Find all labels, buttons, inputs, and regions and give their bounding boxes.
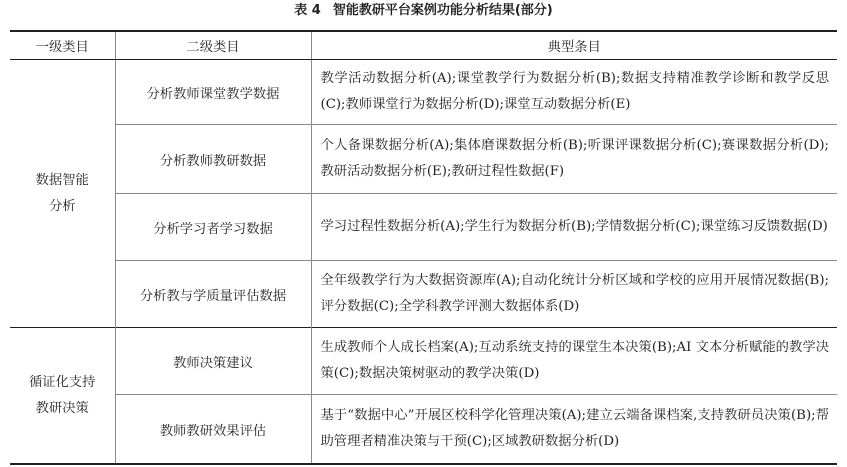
subcategory-cell: 教师教研效果评估 bbox=[115, 395, 311, 465]
items-cell: 全年级教学行为大数据资源库(A);自动化统计分析区域和学校的应用开展情况数据(B);评分数据(C);全学科教学评测大数据体系(D) bbox=[311, 261, 837, 328]
table-row bbox=[10, 395, 837, 465]
table-caption bbox=[0, 2, 847, 20]
header-level2: 二级类目 bbox=[115, 31, 311, 60]
category-label: 循证化支持 教研决策 bbox=[29, 374, 96, 416]
subcategory-cell: 教师决策建议 bbox=[115, 328, 311, 395]
items-cell: 基于“数据中心”开展区校科学化管理决策(A);建立云端备课档案,支持教研员决策(B);帮助管理者精准决策与干预(C);区域教研数据分析(D) bbox=[311, 395, 837, 465]
items-cell: 个人备课数据分析(A);集体磨课数据分析(B);听课评课数据分析(C);赛课数据分析(D);教研活动数据分析(E);教研过程性数据(F) bbox=[311, 125, 837, 194]
header-items: 典型条目 bbox=[311, 31, 837, 60]
table-title: 智能教研平台案例功能分析结果(部分) bbox=[332, 3, 553, 18]
table-row bbox=[10, 328, 837, 395]
header-row bbox=[10, 31, 837, 60]
category-cell bbox=[10, 60, 115, 328]
table-number: 表 4 bbox=[294, 3, 321, 18]
subcategory-cell: 分析教师课堂教学数据 bbox=[115, 60, 311, 125]
table-row bbox=[10, 60, 837, 125]
items-cell: 教学活动数据分析(A);课堂教学行为数据分析(B);数据支持精准教学诊断和教学反思(C);教师课堂行为数据分析(D);课堂互动数据分析(E) bbox=[311, 60, 837, 125]
subcategory-cell: 分析教与学质量评估数据 bbox=[115, 261, 311, 328]
items-cell: 学习过程性数据分析(A);学生行为数据分析(B);学情数据分析(C);课堂练习反馈数据(D) bbox=[311, 194, 837, 261]
header-level1: 一级类目 bbox=[10, 31, 115, 60]
results-table bbox=[10, 30, 837, 465]
category-cell bbox=[10, 328, 115, 465]
category-label: 数据智能 分析 bbox=[35, 172, 89, 214]
table-row bbox=[10, 261, 837, 328]
subcategory-cell: 分析学习者学习数据 bbox=[115, 194, 311, 261]
table-row bbox=[10, 125, 837, 194]
items-cell: 生成教师个人成长档案(A);互动系统支持的课堂生本决策(B);AI 文本分析赋能的教学决策(C);数据决策树驱动的教学决策(D) bbox=[311, 328, 837, 395]
table-row bbox=[10, 194, 837, 261]
subcategory-cell: 分析教师教研数据 bbox=[115, 125, 311, 194]
